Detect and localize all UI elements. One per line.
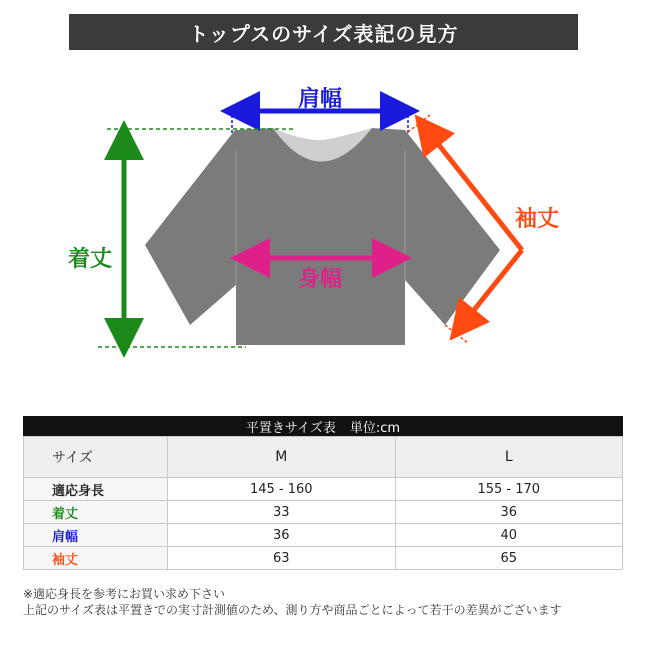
cell-value: 40 xyxy=(395,524,623,547)
row-label-shoulder: 肩幅 xyxy=(24,524,168,547)
table-row xyxy=(24,547,623,570)
cell-value: 63 xyxy=(168,547,396,570)
size-header-label: サイズ xyxy=(24,437,168,478)
notes xyxy=(23,586,562,618)
cell-value: 36 xyxy=(395,501,623,524)
table-row xyxy=(24,501,623,524)
note-line: 上記のサイズ表は平置きでの実寸計測値のため、測り方や商品ごとによって若干の差異がございます xyxy=(23,603,562,617)
size-header-l: L xyxy=(395,437,623,478)
page-title: トップスのサイズ表記の見方 xyxy=(69,14,578,50)
row-label-height: 適応身長 xyxy=(24,478,168,501)
table-row xyxy=(24,478,623,501)
table-unit: 単位:cm xyxy=(349,420,401,436)
length-label: 着丈 xyxy=(68,247,113,272)
table-row xyxy=(24,524,623,547)
row-label-length: 着丈 xyxy=(24,501,168,524)
table-caption-bar xyxy=(23,416,623,436)
cell-value: 65 xyxy=(395,547,623,570)
cell-value: 145 - 160 xyxy=(168,478,396,501)
size-header-m: M xyxy=(168,437,396,478)
note-line: ※適応身長を参考にお買い求め下さい xyxy=(23,587,226,601)
body-width-label: 身幅 xyxy=(298,267,343,292)
shoulder-label: 肩幅 xyxy=(298,87,343,112)
table-caption: 平置きサイズ表 xyxy=(245,420,336,436)
cell-value: 155 - 170 xyxy=(395,478,623,501)
table-header-row xyxy=(24,437,623,478)
cell-value: 33 xyxy=(168,501,396,524)
size-table xyxy=(23,436,623,570)
size-diagram xyxy=(0,60,650,400)
cell-value: 36 xyxy=(168,524,396,547)
row-label-sleeve: 袖丈 xyxy=(24,547,168,570)
sleeve-label: 袖丈 xyxy=(515,207,560,232)
